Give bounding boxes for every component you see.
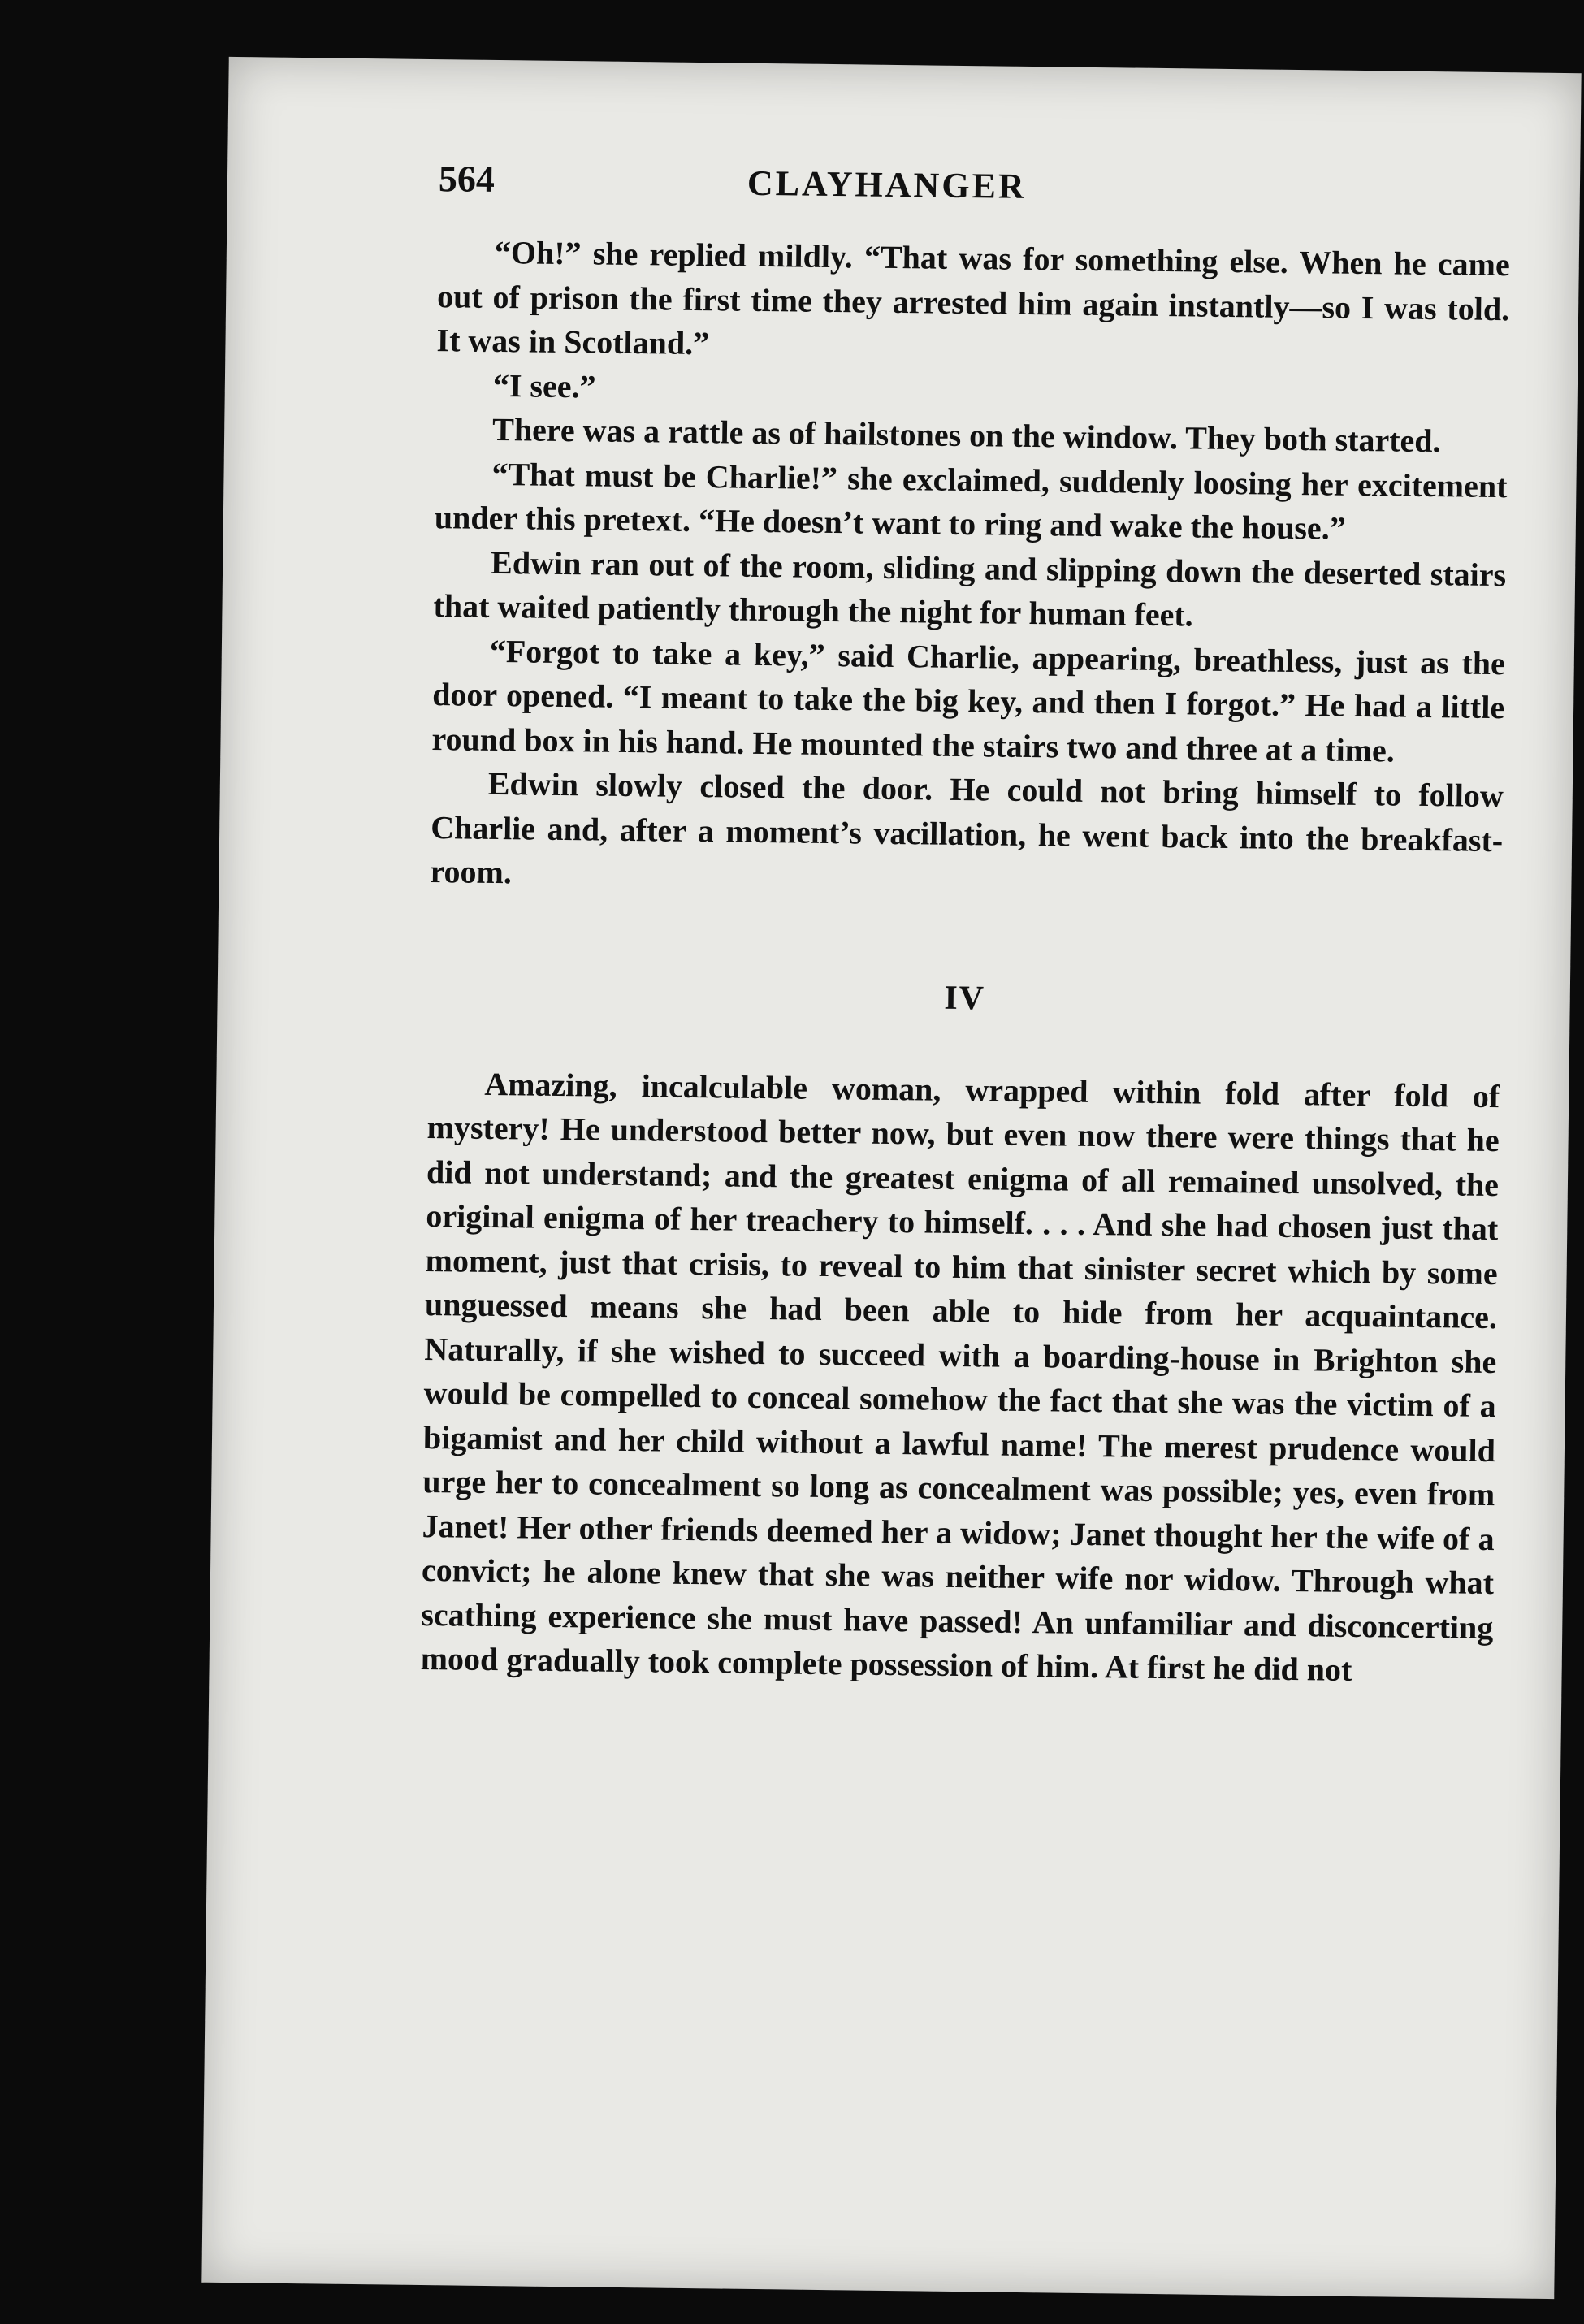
body-text-after: [420, 1062, 1500, 1694]
paragraph: “That must be Charlie!” she exclaimed, suddenly loosing her excitement under this pretext. “He doesn’t want to ring and wake the house.”: [434, 455, 1508, 547]
paragraph: “Oh!” she replied mildly. “That was for something else. When he came out of prison the first time they arrested him again instantly—so I was told. It was in Scotland.”: [436, 233, 1511, 362]
page-content: [420, 157, 1511, 1694]
running-title: CLAYHANGER: [747, 162, 1027, 206]
paragraph: Edwin ran out of the room, sliding and slipping down the deserted stairs that waited patiently through the night for human feet.: [433, 543, 1507, 634]
paragraph: There was a rattle as of hailstones on the window. They both started.: [491, 410, 1441, 460]
body-text-before: [430, 230, 1510, 907]
page-number: 564: [438, 158, 496, 200]
paragraph: Edwin slowly closed the door. He could not bring himself to follow Charlie and, after a moment’s vacillation, he went back into the breakfast-room.: [430, 764, 1504, 891]
paragraph: Amazing, incalculable woman, wrapped within fold after fold of mystery! He understood better now, but even now there were things that he did not understand; and the greatest enigma of all remained unsolved, the original enigma of her treachery to himself. . . . And she had chosen just that moment, just that crisis, to reveal to him that sinister secret which by some unguessed means she had been able to hide from her acquaintance. Naturally, if she wished to succeed with a boarding-house in Brighton she would be compelled to conceal somehow the fact that she was the victim of a bigamist and her child without a lawful name! The merest prudence would urge her to concealment so long as concealment was possible; yes, even from Janet! Her other friends deemed her a widow; Janet thought her the wife of a convict; he alone knew that she was neither wife nor widow. Through what scathing experience she must have passed! An unfamiliar and disconcerting mood gradually took complete possession of him. At first he did not: [420, 1065, 1500, 1688]
book-page: [201, 57, 1581, 2299]
section-heading: IV: [944, 979, 986, 1017]
paragraph: “I see.”: [492, 366, 596, 405]
paragraph: “Forgot to take a key,” said Charlie, appearing, breathless, just as the door opened. “I meant to take the big key, and then I forgot.” He had a little round box in his hand. He mounted the stairs two and three at a time.: [431, 632, 1506, 769]
running-head: [438, 157, 1511, 235]
